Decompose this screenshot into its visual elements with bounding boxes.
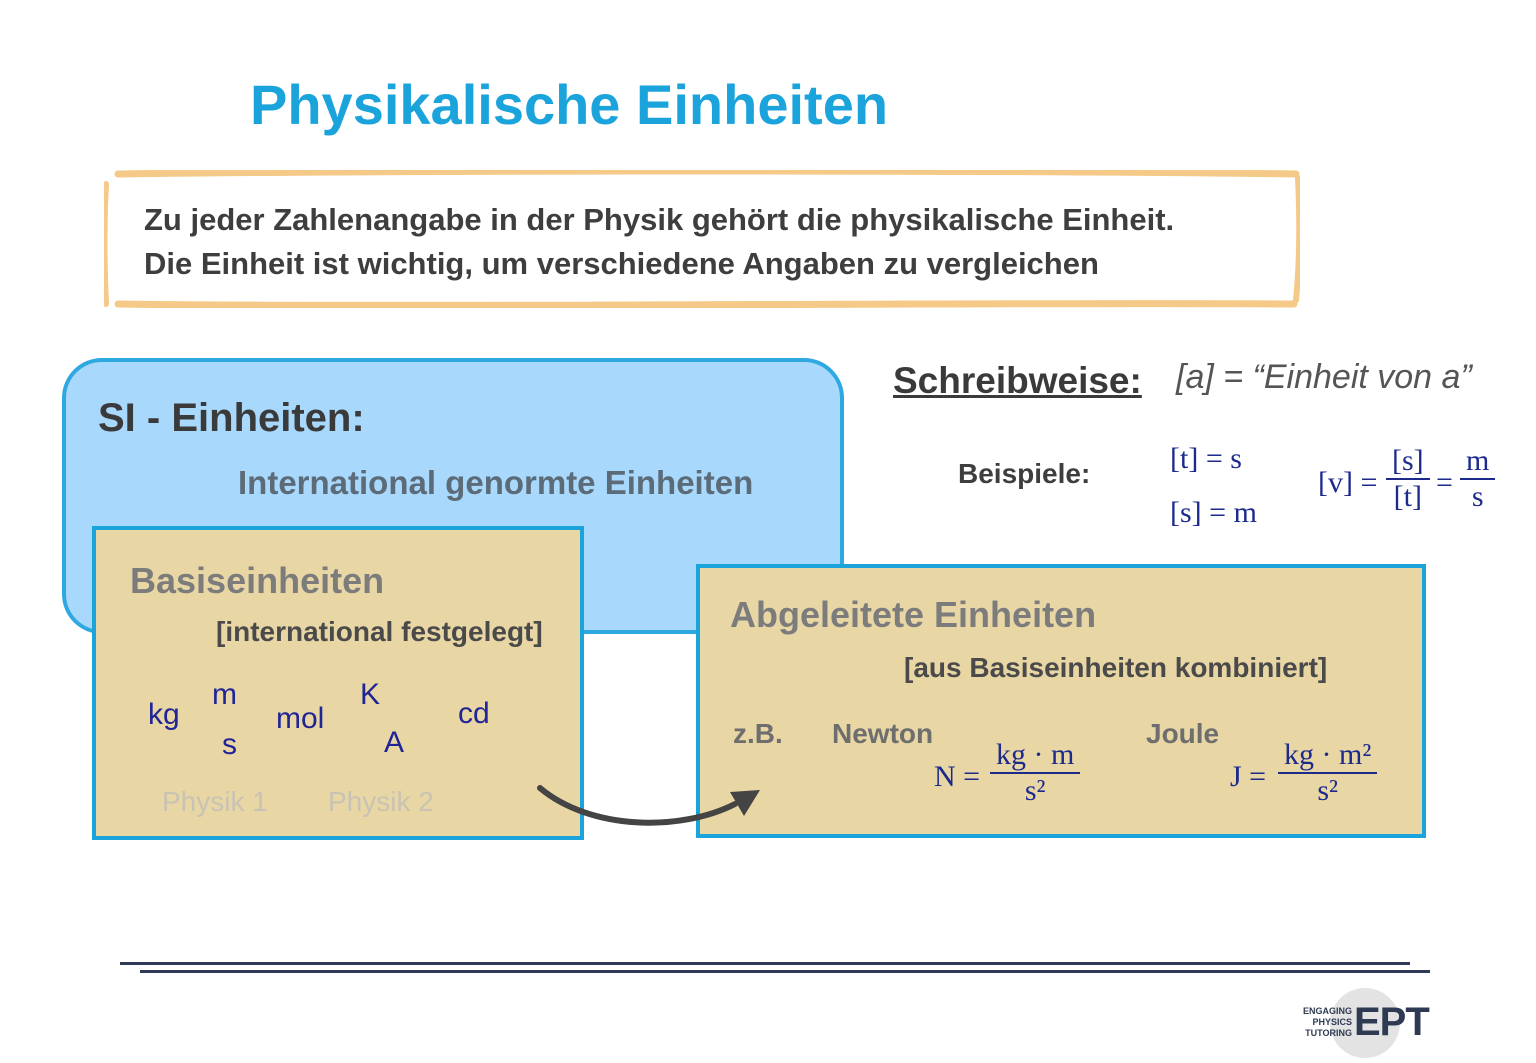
si-title: SI - Einheiten: <box>98 396 365 440</box>
velocity-equals: = <box>1436 466 1453 499</box>
course-physik-1: Physik 1 <box>162 786 268 817</box>
newton-fraction <box>990 738 1080 808</box>
velocity-numerator-1: [s] <box>1392 444 1424 477</box>
logo-wordmark <box>1296 1006 1352 1039</box>
base-units-title: Basiseinheiten <box>130 560 385 601</box>
joule-lhs: J = <box>1230 760 1267 793</box>
unit-mol: mol <box>276 702 325 735</box>
unit-s: s <box>222 728 237 761</box>
velocity-fraction-1 <box>1386 444 1430 514</box>
si-subtitle: International genormte Einheiten <box>238 464 754 501</box>
example-velocity-lhs: [v] = <box>1318 466 1378 499</box>
joule-label: Joule <box>1146 718 1220 749</box>
newton-lhs: N = <box>934 760 981 793</box>
logo-mark: EPT <box>1354 1000 1429 1044</box>
newton-label: Newton <box>832 718 934 749</box>
velocity-denominator-2: s <box>1471 480 1484 513</box>
notation-definition: [a] = “Einheit von a” <box>1176 358 1472 396</box>
ept-logo <box>1296 990 1428 1056</box>
unit-cd: cd <box>458 697 490 730</box>
intro-line-2: Die Einheit ist wichtig, um verschiedene Angaben zu vergleichen <box>144 246 1099 281</box>
base-units-subtitle: [international festgelegt] <box>216 616 543 647</box>
page-title: Physikalische Einheiten <box>250 73 889 136</box>
logo-line-1: ENGAGING <box>1302 1006 1352 1016</box>
example-time: [t] = s <box>1170 442 1242 475</box>
unit-kg: kg <box>148 698 180 731</box>
velocity-numerator-2: m <box>1466 444 1490 477</box>
velocity-denominator-1: [t] <box>1393 480 1422 513</box>
newton-denominator: s² <box>1024 774 1046 807</box>
examples-label: Beispiele: <box>958 458 1091 489</box>
intro-text <box>144 198 1174 286</box>
newton-numerator: kg · m <box>996 738 1075 771</box>
derived-units-subtitle: [aus Basiseinheiten kombiniert] <box>904 652 1328 683</box>
intro-box <box>104 170 1300 308</box>
unit-A: A <box>384 726 405 759</box>
course-physik-2: Physik 2 <box>328 786 434 817</box>
example-label: z.B. <box>733 718 783 749</box>
logo-line-3: TUTORING <box>1305 1028 1352 1038</box>
velocity-fraction-2 <box>1460 444 1495 514</box>
unit-K: K <box>360 678 381 711</box>
unit-m: m <box>212 678 237 711</box>
intro-line-1: Zu jeder Zahlenangabe in der Physik gehört die physikalische Einheit. <box>144 202 1175 237</box>
footer-divider-bottom <box>140 970 1430 973</box>
curved-arrow-icon <box>530 770 770 840</box>
example-distance: [s] = m <box>1170 496 1257 529</box>
derived-units-title: Abgeleitete Einheiten <box>730 594 1097 635</box>
joule-fraction <box>1278 738 1377 808</box>
footer-divider-top <box>120 962 1410 965</box>
joule-numerator: kg · m² <box>1284 738 1372 771</box>
notation-heading: Schreibweise: <box>893 360 1142 401</box>
logo-line-2: PHYSICS <box>1312 1017 1352 1027</box>
joule-denominator: s² <box>1317 774 1338 807</box>
